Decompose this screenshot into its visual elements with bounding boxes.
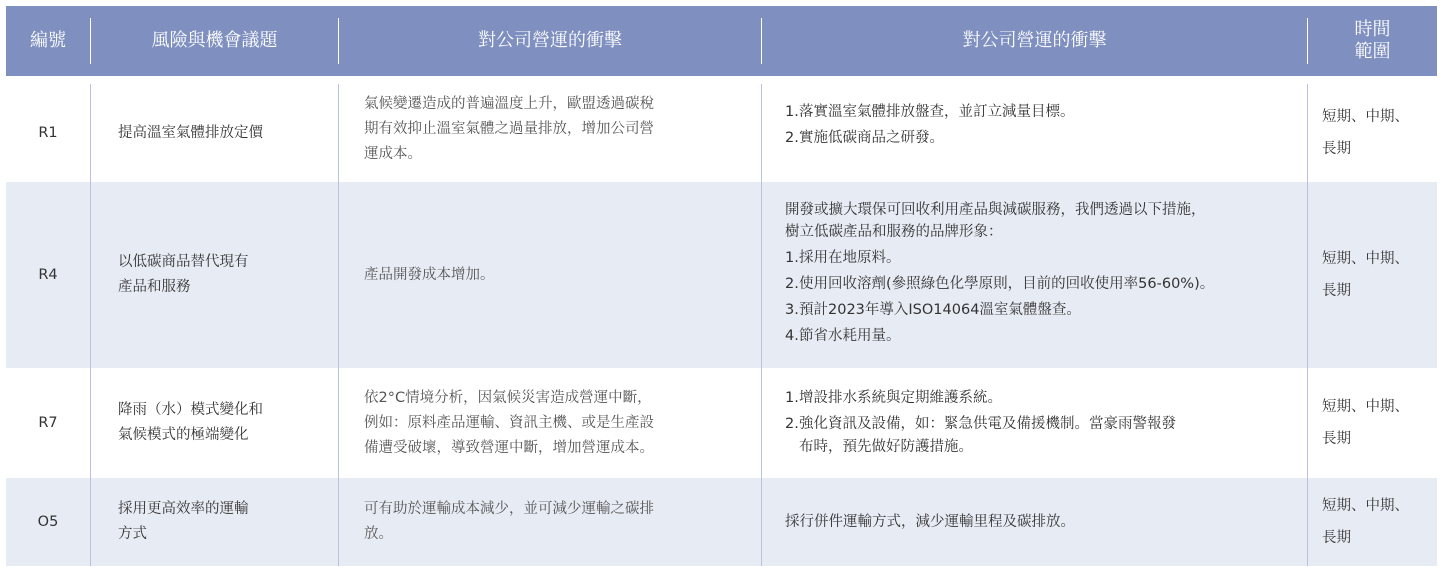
row-impact-line: 依2°C情境分析，因氣候災害造成營運中斷，	[364, 389, 652, 406]
row-timeframe	[1322, 478, 1440, 566]
response-list	[785, 384, 1176, 462]
row-issue-line: 以低碳商品替代現有	[118, 254, 249, 270]
list-item: 1.採用在地原料。	[785, 250, 901, 266]
row-timeframe-line: 長期	[1322, 141, 1351, 157]
row-impact	[364, 478, 756, 566]
row-timeframe	[1322, 182, 1440, 368]
column-divider	[1307, 478, 1308, 566]
table-header	[6, 6, 1437, 76]
row-impact-line: 期有效抑止溫室氣體之過量排放，增加公司營	[364, 121, 654, 137]
header-response: 對公司營運的衝擊	[962, 30, 1107, 51]
header-impact: 對公司營運的衝擊	[478, 30, 622, 51]
column-divider	[338, 368, 339, 478]
row-issue-line: 採用更高效率的運輸	[118, 501, 249, 517]
column-divider	[1307, 182, 1308, 368]
list-item-continuation: 布時，預先做好防護措施。	[799, 439, 973, 455]
column-divider	[1307, 368, 1308, 478]
row-timeframe-line: 短期、中期、	[1322, 498, 1409, 514]
row-impact-line: 可有助於運輸成本減少，並可減少運輸之碳排	[364, 501, 654, 517]
response-intro-line: 採行併件運輸方式，減少運輸里程及碳排放。	[785, 513, 1075, 530]
header-issue: 風險與機會議題	[151, 30, 278, 51]
row-issue-line: 降雨（水）模式變化和	[118, 402, 263, 418]
row-issue-line: 產品和服務	[118, 279, 191, 295]
row-code: R4	[38, 267, 58, 283]
list-item: 1.落實溫室氣體排放盤查，並訂立減量目標。	[785, 104, 1075, 120]
row-timeframe-line: 長期	[1322, 530, 1351, 546]
row-issue	[118, 368, 333, 478]
row-response	[785, 84, 1303, 182]
response-list	[785, 247, 1214, 348]
row-impact	[364, 182, 756, 368]
row-issue-line: 方式	[118, 526, 147, 542]
list-item: 3.預計2023年導入ISO14064溫室氣體盤查。	[785, 302, 1081, 318]
row-code: R1	[38, 125, 58, 141]
row-issue	[118, 478, 333, 566]
row-issue	[118, 182, 333, 368]
header-timeframe-line: 範圍	[1354, 41, 1391, 62]
list-item: 4.節省水耗用量。	[785, 328, 901, 344]
column-divider	[90, 182, 91, 368]
list-item: 2.實施低碳商品之研發。	[785, 130, 944, 146]
row-timeframe-line: 短期、中期、	[1322, 251, 1409, 267]
response-intro-line: 樹立低碳產品和服務的品牌形象：	[785, 224, 1003, 240]
row-issue-line: 氣候模式的極端變化	[118, 427, 249, 443]
row-code: O5	[37, 514, 59, 530]
table-row	[6, 182, 1437, 368]
row-timeframe-line: 短期、中期、	[1322, 109, 1409, 125]
row-impact	[364, 368, 756, 478]
table-row	[6, 368, 1437, 478]
row-timeframe	[1322, 368, 1440, 478]
column-divider	[1307, 84, 1308, 182]
row-impact-line: 產品開發成本增加。	[364, 266, 495, 283]
header-timeframe-line: 時間	[1354, 19, 1391, 40]
column-divider	[90, 368, 91, 478]
row-impact-line: 備遭受破壞，導致營運中斷，增加營運成本。	[364, 439, 654, 456]
column-divider	[761, 182, 762, 368]
column-divider	[90, 84, 91, 182]
column-divider	[338, 84, 339, 182]
response-intro-line: 開發或擴大環保可回收利用產品與減碳服務，我們透過以下措施，	[785, 202, 1206, 218]
row-issue-line: 提高溫室氣體排放定價	[118, 124, 263, 141]
row-timeframe-line: 短期、中期、	[1322, 399, 1409, 415]
row-impact-line: 例如：原料產品運輸、資訊主機、或是生產設	[364, 414, 654, 431]
table-row	[6, 478, 1437, 566]
row-impact-line: 運成本。	[364, 146, 422, 162]
column-divider	[761, 478, 762, 566]
list-item: 1.增設排水系統與定期維護系統。	[785, 390, 1002, 406]
column-divider	[338, 478, 339, 566]
row-code: R7	[38, 415, 58, 431]
row-impact-line: 放。	[364, 526, 393, 542]
header-timeframe	[1308, 6, 1437, 76]
row-timeframe-line: 長期	[1322, 283, 1351, 299]
list-item: 2.強化資訊及設備，如：緊急供電及備援機制。當豪雨警報發 布時，預先做好防護措施。	[785, 413, 1176, 459]
row-issue	[118, 84, 333, 182]
column-divider	[90, 478, 91, 566]
header-code: 編號	[30, 30, 66, 51]
row-response	[785, 478, 1303, 566]
table-row	[6, 84, 1437, 182]
row-impact	[364, 84, 756, 182]
column-divider	[761, 84, 762, 182]
row-timeframe-line: 長期	[1322, 431, 1351, 447]
column-divider	[338, 182, 339, 368]
response-list	[785, 98, 1075, 153]
row-response	[785, 368, 1303, 478]
column-divider	[761, 368, 762, 478]
row-impact-line: 氣候變遷造成的普遍溫度上升，歐盟透過碳稅	[364, 96, 654, 112]
row-response	[785, 182, 1303, 368]
row-timeframe	[1322, 84, 1440, 182]
response-intro	[785, 199, 1214, 243]
list-item: 2.使用回收溶劑(參照綠色化學原則，目前的回收使用率56-60%)。	[785, 276, 1215, 292]
